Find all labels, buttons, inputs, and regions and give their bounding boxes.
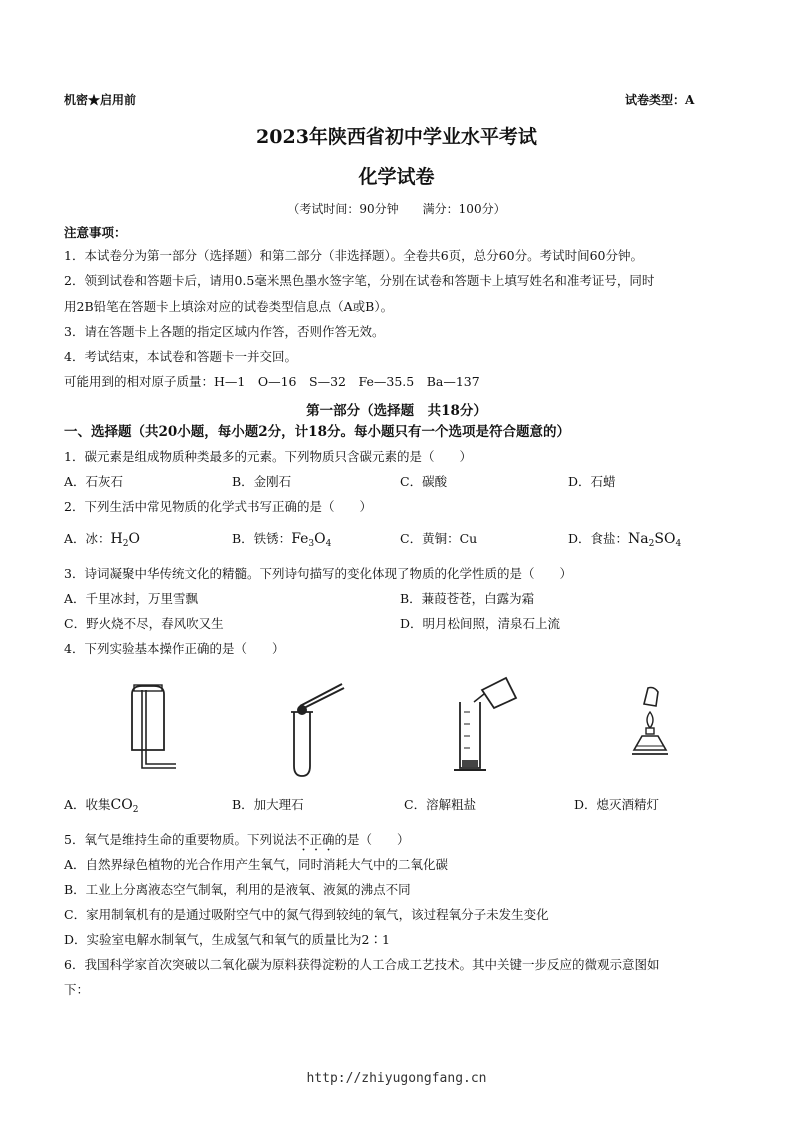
q2-option-d: D．食盐：$Na_2SO_4$ [568, 531, 682, 549]
q6-stem-line1: 6．我国科学家首次突破以二氧化碳为原料获得淀粉的人工合成工艺技术。其中关键一步反应的微观示意图如 [64, 957, 660, 972]
q2-option-c: C．黄铜：Cu [400, 531, 478, 546]
alcohol-lamp-illustration [620, 684, 680, 780]
q1-option-b: B．金刚石 [232, 474, 292, 489]
exam-title: 2023年陕西省初中学业水平考试 [256, 126, 537, 148]
q1-option-a: A．石灰石 [64, 474, 124, 489]
q5-option-c: C．家用制氧机有的是通过吸附空气中的氮气得到较纯的氧气，该过程氧分子未发生变化 [64, 907, 549, 922]
notice-item: 2．领到试卷和答题卡后，请用0.5毫米黑色墨水签字笔，分别在试卷和答题卡上填写姓名和准考证号，同时 [64, 273, 655, 288]
q2-stem: 2．下列生活中常见物质的化学式书写正确的是（ ） [64, 499, 372, 514]
graduated-cylinder-illustration [450, 672, 520, 780]
q4-stem: 4．下列实验基本操作正确的是（ ） [64, 641, 285, 656]
notice-item: 1．本试卷分为第一部分（选择题）和第二部分（非选择题）。全卷共6页，总分60分。考试时间60分钟。 [64, 248, 643, 263]
notice-item: 用2B铅笔在答题卡上填涂对应的试卷类型信息点（A或B）。 [64, 299, 394, 314]
section1-heading: 一、选择题（共20小题，每小题2分，计18分。每小题只有一个选项是符合题意的） [64, 424, 570, 440]
q5-option-b: B．工业上分离液态空气制氧，利用的是液氧、液氮的沸点不同 [64, 882, 411, 897]
confidential-label: 机密★启用前 [64, 93, 137, 107]
q4-option-d: D．熄灭酒精灯 [574, 797, 660, 812]
q1-option-c: C．碳酸 [400, 474, 448, 489]
q1-stem: 1．碳元素是组成物质种类最多的元素。下列物质只含碳元素的是（ ） [64, 449, 472, 464]
q2-option-a: A．冰：$H_2O$ [64, 531, 140, 549]
footer-url: http://zhiyugongfang.cn [306, 1071, 487, 1086]
q3-option-c: C．野火烧不尽，春风吹又生 [64, 616, 224, 631]
notice-item: 3．请在答题卡上各题的指定区域内作答，否则作答无效。 [64, 324, 385, 339]
gas-collection-bottle-illustration [120, 680, 180, 780]
exam-subtitle: 化学试卷 [358, 166, 435, 188]
q3-option-d: D．明月松间照，清泉石上流 [400, 616, 561, 631]
q1-option-d: D．石蜡 [568, 474, 616, 489]
atomic-mass-line: 可能用到的相对原子质量：H—1 O—16 S—32 Fe—35.5 Ba—137 [64, 374, 480, 389]
test-tube-marble-illustration [282, 676, 352, 780]
q3-option-b: B．蒹葭苍苍，白露为霜 [400, 591, 535, 606]
q5-option-a: A．自然界绿色植物的光合作用产生氧气，同时消耗大气中的二氧化碳 [64, 857, 449, 872]
q4-option-c: C．溶解粗盐 [404, 797, 477, 812]
q3-option-a: A．千里冰封，万里雪飘 [64, 591, 199, 606]
notice-heading: 注意事项： [64, 225, 127, 240]
q4-option-b: B．加大理石 [232, 797, 304, 812]
q5-option-d: D．实验室电解水制氧气，生成氢气和氧气的质量比为2∶1 [64, 932, 390, 947]
notice-item: 4．考试结束，本试卷和答题卡一并交回。 [64, 349, 297, 364]
q6-stem-line2: 下： [64, 982, 90, 997]
part1-heading: 第一部分（选择题 共18分） [306, 403, 487, 419]
q3-stem: 3．诗词凝聚中华传统文化的精髓。下列诗句描写的变化体现了物质的化学性质的是（ ） [64, 566, 572, 581]
q2-option-b: B．铁锈：$Fe_3O_4$ [232, 531, 332, 549]
q4-option-a: A．收集$CO_2$ [64, 797, 139, 815]
q5-stem: 5．氧气是维持生命的重要物质。下列说法不正确的是（ ） [64, 832, 410, 847]
paper-type-label: 试卷类型：A [625, 93, 695, 107]
exam-info: （考试时间：90分钟 满分：100分） [287, 202, 506, 216]
